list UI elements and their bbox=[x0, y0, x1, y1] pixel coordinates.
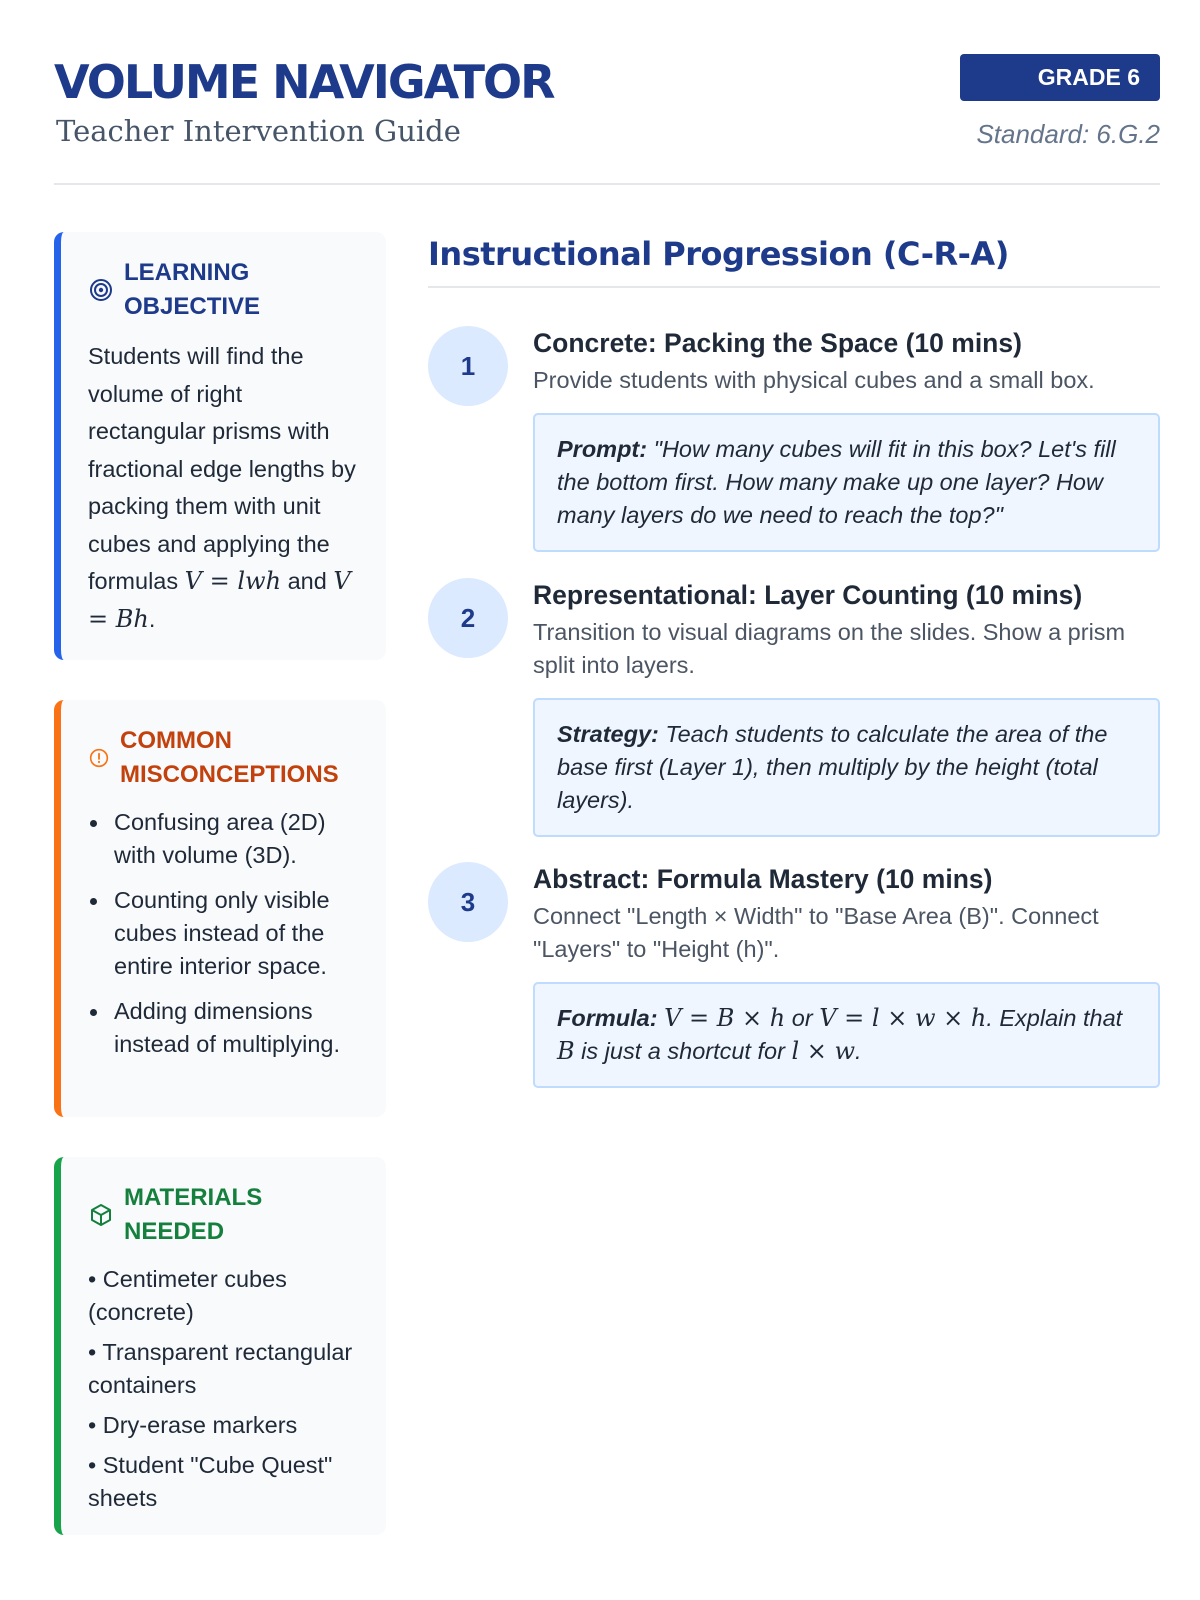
formula-l-times-w: l × w bbox=[791, 1037, 856, 1065]
formula-v-lwh-times: V = l × w × h bbox=[819, 1004, 987, 1032]
step-body bbox=[533, 326, 1160, 552]
objective-text-and: and bbox=[287, 568, 327, 594]
list-item: Confusing area (2D) with volume (3D). bbox=[88, 806, 366, 872]
formula-callout bbox=[533, 982, 1160, 1088]
target-icon bbox=[88, 277, 114, 303]
alert-circle-icon bbox=[88, 745, 110, 771]
objective-text-end: . bbox=[148, 605, 156, 632]
page-title: VOLUME NAVIGATOR bbox=[54, 55, 554, 109]
strategy-callout bbox=[533, 698, 1160, 837]
formula-v-bh-times: V = B × h bbox=[664, 1004, 786, 1032]
callout-shortcut: is just a shortcut for bbox=[581, 1038, 785, 1064]
learning-objective-header bbox=[88, 256, 366, 324]
materials-title: MATERIALS NEEDED bbox=[124, 1184, 263, 1245]
section-title: Instructional Progression (C-R-A) bbox=[428, 230, 1160, 288]
step-description: Provide students with physical cubes and a small box. bbox=[533, 367, 1095, 393]
step-title: Abstract: Formula Mastery (10 mins) bbox=[533, 864, 993, 894]
list-item: • Dry-erase markers bbox=[88, 1412, 298, 1438]
page bbox=[54, 0, 1160, 1600]
misconceptions-card bbox=[54, 700, 386, 1117]
objective-text-main: Students will find the volume of right rectangular prisms with fractional edge lengths by packing them with unit cubes and applying the formulas bbox=[88, 343, 356, 594]
list-item: Adding dimensions instead of multiplying. bbox=[88, 995, 366, 1061]
formula-b: B bbox=[557, 1037, 575, 1065]
step-number-badge: 3 bbox=[428, 862, 508, 942]
list-item: • Transparent rectangular containers bbox=[88, 1339, 353, 1398]
standard-label: Standard: 6.G.2 bbox=[976, 119, 1160, 149]
learning-objective-card bbox=[54, 232, 386, 660]
callout-label: Strategy: bbox=[557, 721, 659, 747]
callout-explain: . Explain that bbox=[986, 1005, 1123, 1031]
step-number-badge: 1 bbox=[428, 326, 508, 406]
callout-label: Prompt: bbox=[557, 436, 648, 462]
materials-header bbox=[88, 1181, 366, 1249]
list-item: • Student "Cube Quest" sheets bbox=[88, 1452, 333, 1511]
list-item: Counting only visible cubes instead of the entire interior space. bbox=[88, 884, 366, 983]
step-description: Connect "Length × Width" to "Base Area (B)". Connect "Layers" to "Height (h)". bbox=[533, 903, 1099, 962]
step-title: Concrete: Packing the Space (10 mins) bbox=[533, 328, 1022, 358]
list-item: • Centimeter cubes (concrete) bbox=[88, 1266, 287, 1325]
instructional-progression bbox=[428, 230, 1160, 1065]
page-subtitle: Teacher Intervention Guide bbox=[56, 114, 461, 148]
misconceptions-title: COMMON MISCONCEPTIONS bbox=[120, 727, 339, 788]
callout-text: "How many cubes will fit in this box? Let's fill the bottom first. How many make up one layer? How many layers do we need to reach the top?" bbox=[557, 436, 1116, 528]
cube-icon bbox=[88, 1202, 114, 1228]
materials-card bbox=[54, 1157, 386, 1535]
step-title: Representational: Layer Counting (10 mins) bbox=[533, 580, 1083, 610]
learning-objective-text bbox=[88, 338, 366, 638]
step-number-badge: 2 bbox=[428, 578, 508, 658]
prompt-callout bbox=[533, 413, 1160, 552]
formula-v-lwh: V = lwh bbox=[184, 567, 282, 595]
callout-text: Teach students to calculate the area of the base first (Layer 1), then multiply by the height (total layers). bbox=[557, 721, 1108, 813]
callout-or: or bbox=[791, 1005, 813, 1031]
learning-objective-title: LEARNING OBJECTIVE bbox=[124, 259, 261, 320]
formula-v-bh: V = Bh bbox=[88, 567, 351, 633]
grade-badge: GRADE 6 bbox=[960, 54, 1160, 101]
callout-label: Formula: bbox=[557, 1005, 658, 1031]
misconceptions-list bbox=[88, 806, 366, 1061]
step-description: Transition to visual diagrams on the slides. Show a prism split into layers. bbox=[533, 619, 1126, 678]
materials-list bbox=[88, 1263, 366, 1515]
step-body bbox=[533, 862, 1160, 1088]
header bbox=[54, 50, 1160, 185]
step-body bbox=[533, 578, 1160, 837]
callout-end: . bbox=[855, 1038, 862, 1064]
misconceptions-header bbox=[88, 724, 366, 792]
